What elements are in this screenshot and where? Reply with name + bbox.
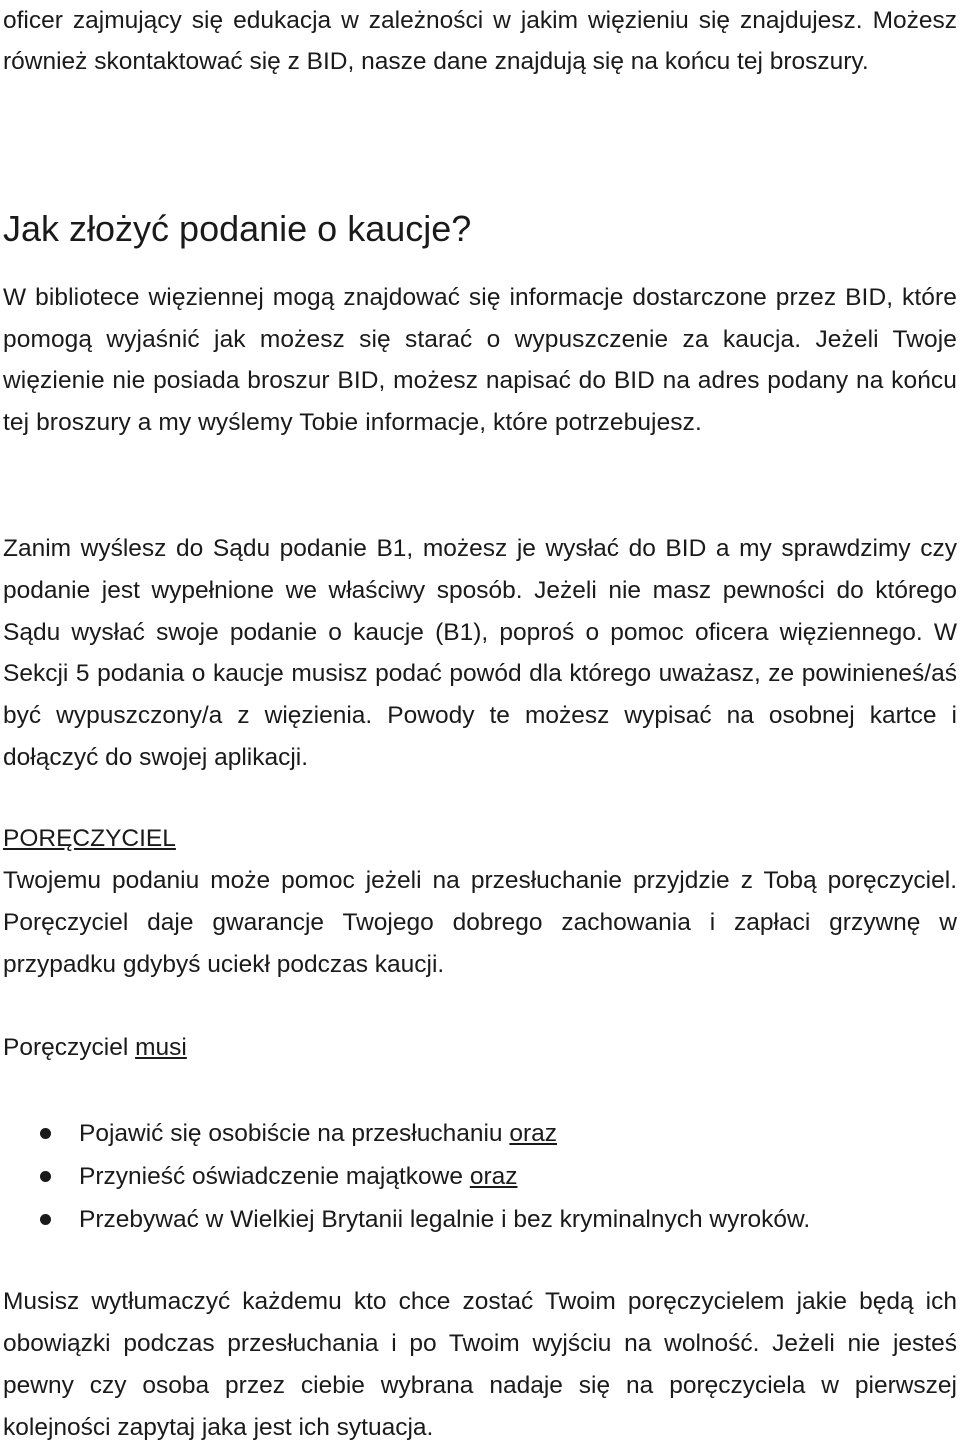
bullet-icon <box>40 1214 51 1225</box>
surety-must-line <box>3 1027 187 1068</box>
surety-must-label: Poręczyciel <box>3 1034 136 1061</box>
list-item <box>0 1155 810 1198</box>
surety-paragraph: Twojemu podaniu może pomoc jeżeli na przesłuchanie przyjdzie z Tobą poręczyciel. Poręczyciel daje gwarancje Twojego dobrego zachowania i zapłaci grzywnę w przypadku gdybyś uciekł podczas kaucji. <box>3 867 957 978</box>
list-item-text: Przebywać w Wielkiej Brytanii legalnie i bez kryminalnych wyroków. <box>79 1206 811 1233</box>
list-item <box>0 1198 810 1241</box>
surety-must-word: musi <box>135 1034 187 1061</box>
b1-form-paragraph: Zanim wyślesz do Sądu podanie B1, możesz je wysłać do BID a my sprawdzimy czy podanie jest wypełnione we właściwy sposób. Jeżeli nie masz pewności do którego Sądu wysłać swoje podanie o kaucje (B1), poproś o pomoc oficera więziennego. W Sekcji 5 podania o kaucje musisz podać powód dla którego uważasz, ze powinieneś/aś być wypuszczony/a z więzienia. Powody te możesz wypisać na osobnej kartce i dołączyć do swojej aplikacji. <box>3 535 957 771</box>
bullet-icon <box>40 1171 51 1182</box>
library-paragraph: W bibliotece więziennej mogą znajdować się informacje dostarczone przez BID, które pomogą wyjaśnić jak możesz się starać o wypuszczenie za kaucja. Jeżeli Twoje więzienie nie posiada broszur BID, możesz napisać do BID na adres podany na końcu tej broszury a my wyślemy Tobie informacje, które potrzebujesz. <box>3 284 957 436</box>
explain-paragraph: Musisz wytłumaczyć każdemu kto chce zostać Twoim poręczycielem jakie będą ich obowiązki podczas przesłuchania i po Twoim wyjściu na wolność. Jeżeli nie jesteś pewny czy osoba przez ciebie wybrana nadaje się na poręczyciela w pierwszej kolejności zapytaj jaka jest ich sytuacja. <box>3 1288 957 1441</box>
list-item <box>0 1112 810 1155</box>
requirements-list <box>0 1112 810 1241</box>
intro-paragraph: oficer zajmujący się edukacja w zależności w jakim więzieniu się znajdujesz. Możesz również skontaktować się z BID, nasze dane znajdują się na końcu tej broszury. <box>3 7 957 75</box>
list-item-text: Pojawić się osobiście na przesłuchaniu <box>79 1120 510 1147</box>
list-item-suffix: oraz <box>509 1120 558 1147</box>
list-item-text: Przynieść oświadczenie majątkowe <box>79 1163 470 1190</box>
bullet-icon <box>40 1128 51 1139</box>
list-item-suffix: oraz <box>469 1163 518 1190</box>
page-heading: Jak złożyć podanie o kaucje? <box>3 208 472 250</box>
surety-section-title: PORĘCZYCIEL <box>3 825 176 852</box>
